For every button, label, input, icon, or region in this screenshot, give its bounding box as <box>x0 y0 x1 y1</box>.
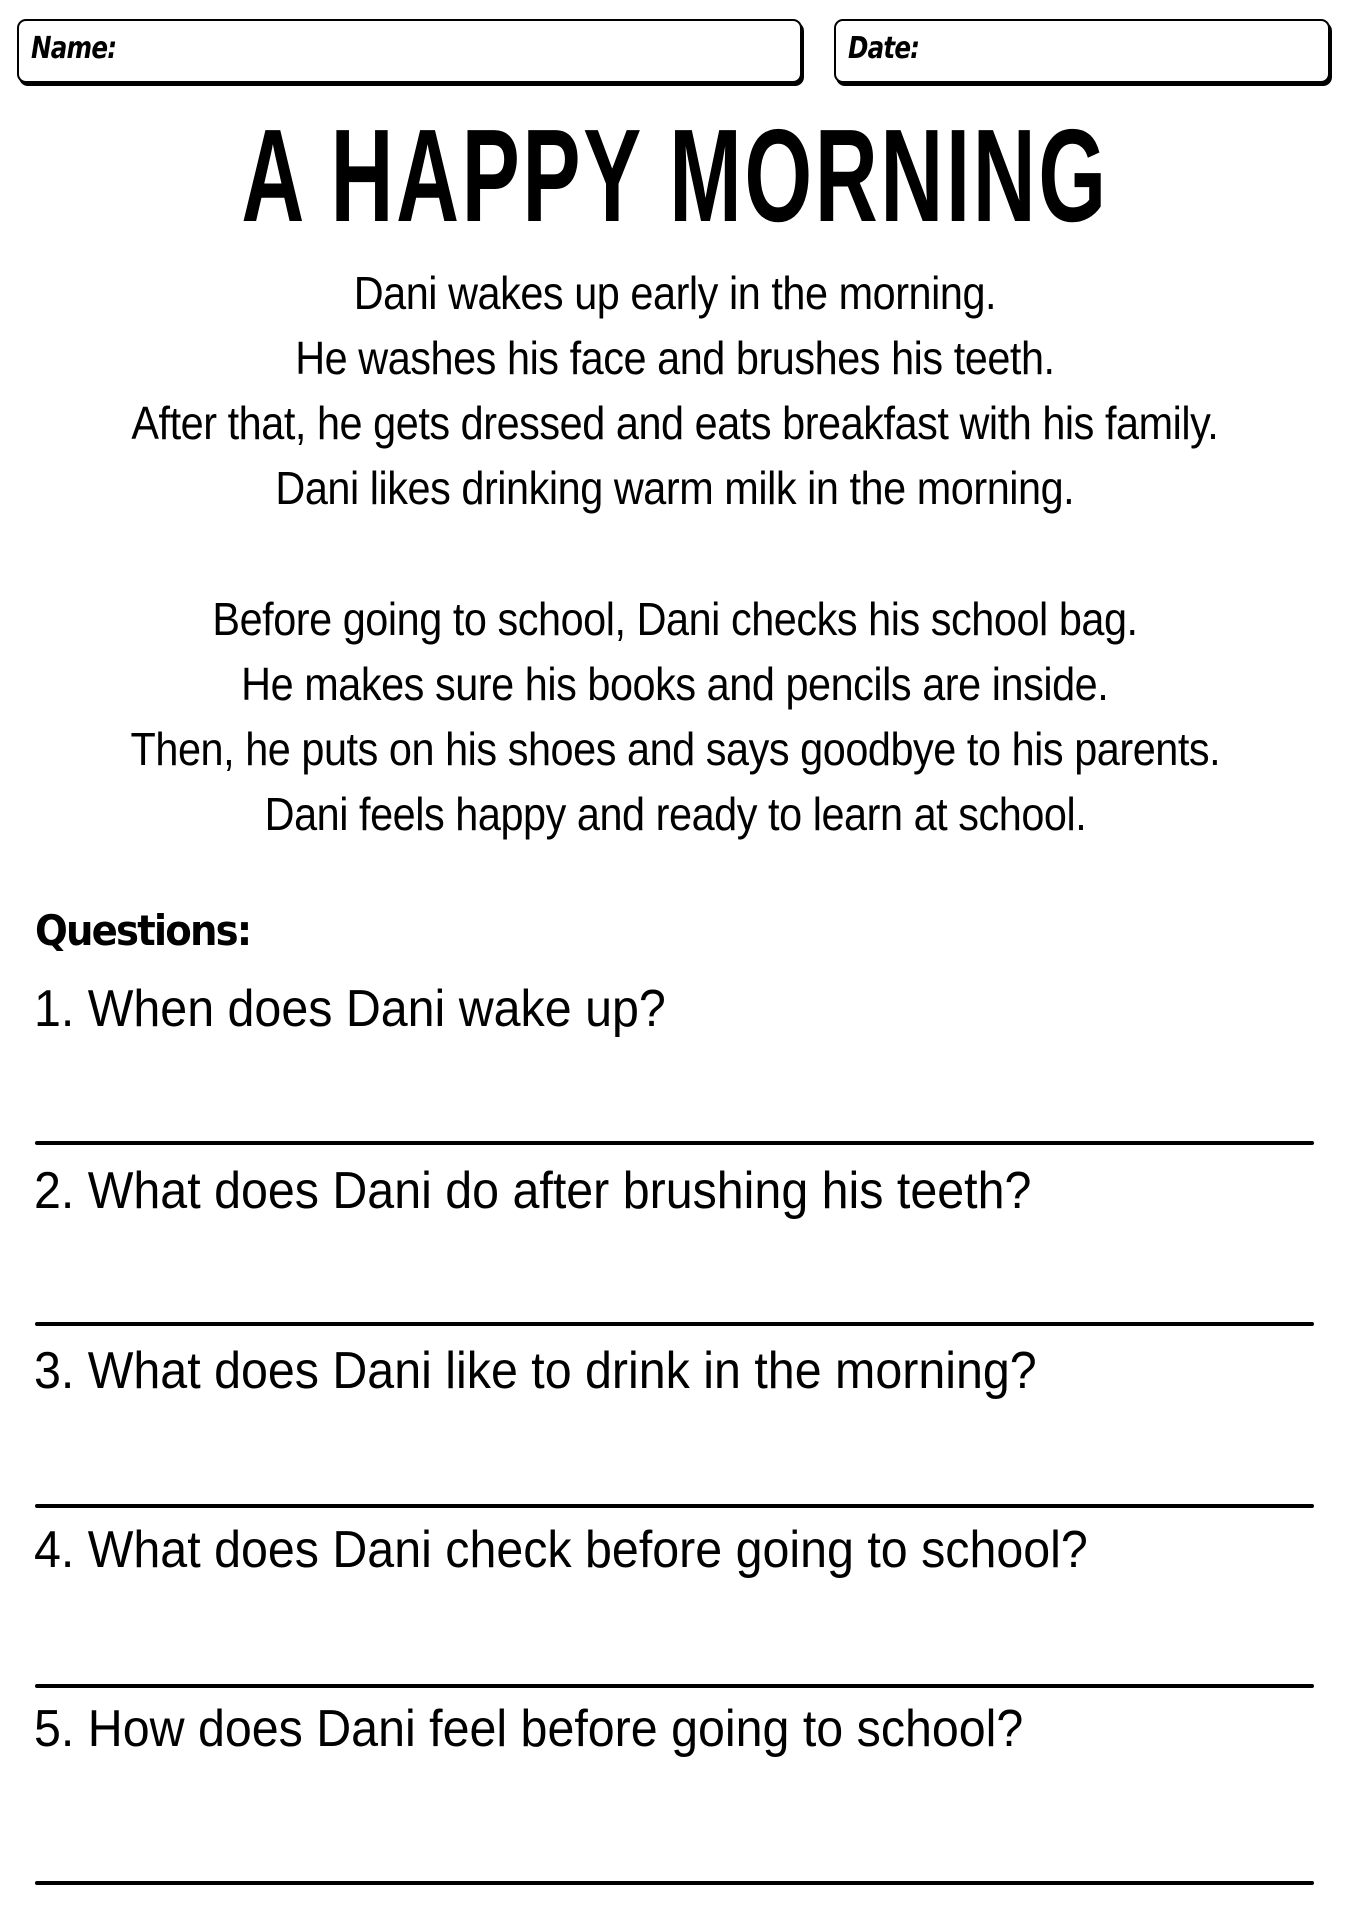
passage-text: Dani likes drinking warm milk in the morning. <box>275 462 1075 514</box>
answer-line-4[interactable] <box>35 1684 1314 1688</box>
question-3: 3. What does Dani like to drink in the morning? <box>34 1342 1037 1400</box>
passage-line <box>0 656 1350 712</box>
passage-text: After that, he gets dressed and eats breakfast with his family. <box>131 397 1219 449</box>
passage-text: Then, he puts on his shoes and says goodbye to his parents. <box>130 723 1220 775</box>
passage-text: Before going to school, Dani checks his school bag. <box>212 593 1138 645</box>
passage-line <box>0 395 1350 451</box>
passage-text: Dani wakes up early in the morning. <box>353 267 997 319</box>
date-label: Date: <box>848 31 920 66</box>
passage-line <box>0 591 1350 647</box>
answer-line-3[interactable] <box>35 1504 1314 1508</box>
answer-line-1[interactable] <box>35 1141 1314 1145</box>
passage-line <box>0 786 1350 842</box>
name-label: Name: <box>31 31 117 66</box>
question-2: 2. What does Dani do after brushing his teeth? <box>34 1162 1032 1220</box>
answer-line-5[interactable] <box>35 1881 1314 1885</box>
answer-line-2[interactable] <box>35 1322 1314 1326</box>
passage-line <box>0 460 1350 516</box>
questions-heading: Questions: <box>35 906 251 955</box>
date-field[interactable] <box>834 19 1330 83</box>
passage-text: Dani feels happy and ready to learn at school. <box>264 788 1086 840</box>
question-4: 4. What does Dani check before going to school? <box>34 1521 1088 1579</box>
name-field[interactable] <box>17 19 802 83</box>
passage-line <box>0 265 1350 321</box>
worksheet-title <box>0 102 1350 249</box>
passage-line <box>0 330 1350 386</box>
passage-line <box>0 721 1350 777</box>
passage-text: He makes sure his books and pencils are inside. <box>241 658 1109 710</box>
question-1: 1. When does Dani wake up? <box>34 980 666 1038</box>
question-5: 5. How does Dani feel before going to school? <box>34 1700 1024 1758</box>
passage-text: He washes his face and brushes his teeth. <box>295 332 1055 384</box>
title-text: A HAPPY MORNING <box>241 102 1109 249</box>
